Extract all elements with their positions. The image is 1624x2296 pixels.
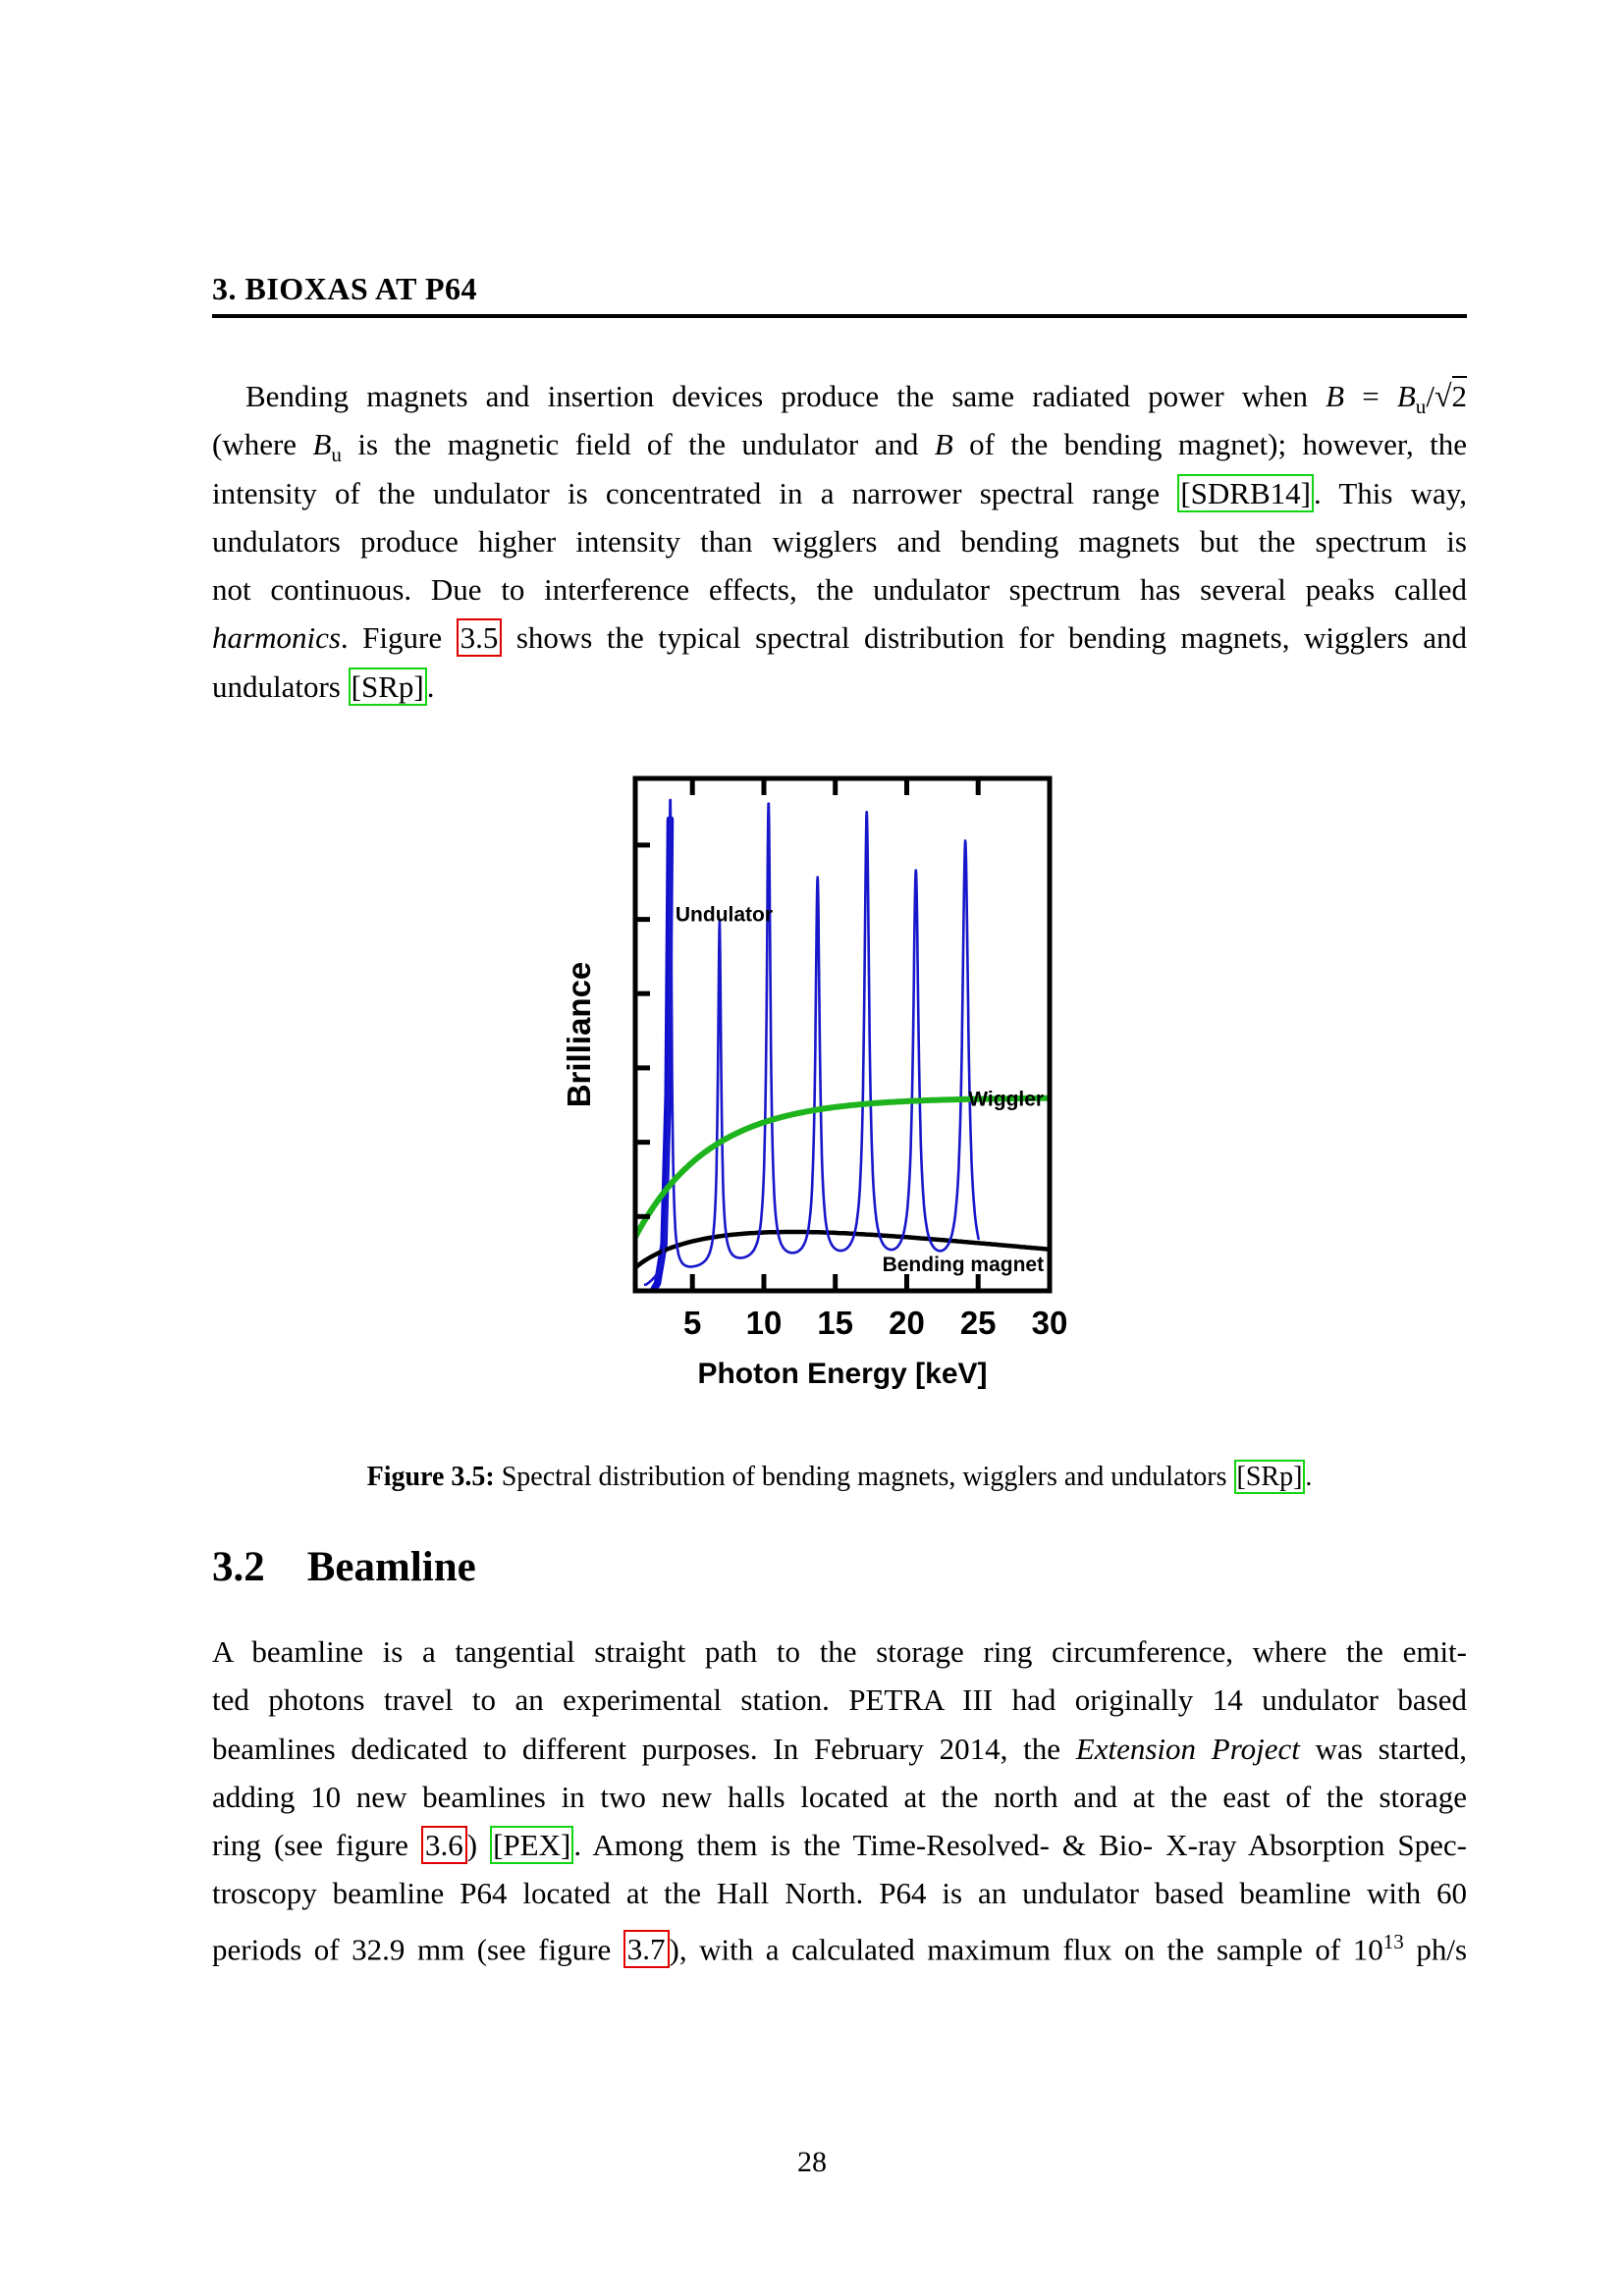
math-sub-u: u bbox=[331, 443, 342, 467]
section-heading bbox=[212, 1543, 1467, 1591]
label-bending-magnet: Bending magnet bbox=[882, 1253, 1045, 1276]
y-axis-label: Brilliance bbox=[561, 961, 597, 1108]
x-tick-label: 25 bbox=[959, 1305, 997, 1341]
text-line: not continuous. Due to interference effects, the undulator spectrum has several peaks called bbox=[212, 572, 1467, 608]
italic-term-extension-project: Extension Project bbox=[1075, 1731, 1300, 1766]
paragraph-beamline bbox=[212, 1628, 1467, 1966]
text-line: Bending magnets and insertion devices produce the same radiated power when $B = B_u/√2$ bbox=[212, 372, 1467, 420]
text-line: ring (see figure 3.6 ) [PEX]. Among them is the Time-Resolved- & Bio- X-ray Absorption Spec- bbox=[212, 1828, 1467, 1863]
curve-undulator bbox=[644, 800, 979, 1285]
label-wiggler: Wiggler bbox=[968, 1088, 1045, 1111]
figure-caption: Figure 3.5: Spectral distribution of bending magnets, wigglers and undulators [SRp] . bbox=[366, 1462, 1313, 1492]
x-tick-label: 5 bbox=[683, 1305, 702, 1341]
text-line: beamlines dedicated to different purposes. In February 2014, the Extension Project was started, bbox=[212, 1731, 1467, 1766]
sqrt-argument: 2 bbox=[1452, 376, 1468, 413]
citation-link-SRp[interactable]: [SRp] bbox=[1234, 1460, 1306, 1494]
italic-term-harmonics: harmonics bbox=[212, 620, 341, 656]
chapter-header: 3. BIOXAS AT P64 bbox=[212, 271, 477, 306]
citation-link-SRp[interactable]: [SRp] bbox=[349, 667, 427, 706]
paragraph-intro bbox=[212, 372, 1467, 711]
x-tick-label: 20 bbox=[889, 1305, 925, 1341]
text-line: ted photons travel to an experimental station. PETRA III had originally 14 undulator based bbox=[212, 1682, 1467, 1718]
curve-labels bbox=[676, 903, 1044, 1276]
math-var-B: B bbox=[934, 427, 953, 462]
figure-3-5-image bbox=[550, 756, 1110, 1404]
label-undulator: Undulator bbox=[675, 903, 774, 927]
section-title: Beamline bbox=[306, 1544, 476, 1590]
math-var-Bu: B bbox=[1396, 379, 1416, 413]
x-tick-label: 15 bbox=[817, 1305, 854, 1341]
curve-wiggler bbox=[635, 1098, 1050, 1238]
math-var-Bu: B bbox=[312, 427, 332, 462]
caption-label: Figure 3.5: bbox=[366, 1462, 495, 1492]
sqrt-radical: √ bbox=[1434, 379, 1452, 413]
text-line: undulators produce higher intensity than wigglers and bending magnets but the spectrum is bbox=[212, 523, 1467, 559]
plot-frame bbox=[635, 778, 1050, 1291]
superscript-13: 13 bbox=[1382, 1929, 1404, 1953]
text-line: undulators [SRp]. bbox=[212, 668, 435, 704]
text-line: troscopy beamline P64 located at the Hall North. P64 is an undulator based beamline with 60 bbox=[212, 1876, 1467, 1911]
text-line: A beamline is a tangential straight path to the storage ring circumference, where the emit- bbox=[212, 1634, 1467, 1669]
text-line: periods of 32.9 mm (see figure 3.7 ), with a calculated maximum flux on the sample of $10^{13}$ ph/s bbox=[212, 1929, 1468, 1967]
x-axis-label: Photon Energy [keV] bbox=[697, 1358, 988, 1390]
x-tick-label: 10 bbox=[745, 1305, 783, 1341]
figure-ref-link-3-6[interactable]: 3.6 bbox=[421, 1826, 467, 1864]
x-tick-labels bbox=[683, 1305, 1067, 1341]
axis-ticks bbox=[637, 780, 978, 1289]
figure-ref-link-3-5[interactable]: 3.5 bbox=[457, 618, 503, 657]
section-number: 3.2 bbox=[212, 1544, 265, 1590]
chart-curves bbox=[635, 800, 1050, 1296]
math-sub-u: u bbox=[1415, 395, 1427, 419]
header-rule bbox=[212, 314, 1467, 318]
text-line: adding 10 new beamlines in two new halls located at the north and at the east of the storage bbox=[212, 1779, 1467, 1814]
page-number: 28 bbox=[797, 2146, 827, 2178]
text-line: (where $B_u$ is the magnetic field of the undulator and B of the bending magnet); however, the bbox=[212, 427, 1467, 467]
math-var-B: B bbox=[1326, 379, 1345, 413]
citation-link-SDRB14[interactable]: [SDRB14] bbox=[1177, 474, 1314, 512]
text-line: intensity of the undulator is concentrated in a narrower spectral range [SDRB14]. This way, bbox=[212, 475, 1468, 510]
citation-link-PEX[interactable]: [PEX] bbox=[490, 1826, 573, 1864]
figure-ref-link-3-7[interactable]: 3.7 bbox=[623, 1930, 670, 1968]
text-line: harmonics. Figure 3.5 shows the typical spectral distribution for bending magnets, wigglers and bbox=[212, 620, 1467, 656]
x-tick-label: 30 bbox=[1031, 1305, 1068, 1341]
spectrum-chart bbox=[550, 756, 1110, 1404]
undulator-rise-stroke bbox=[650, 820, 670, 1296]
